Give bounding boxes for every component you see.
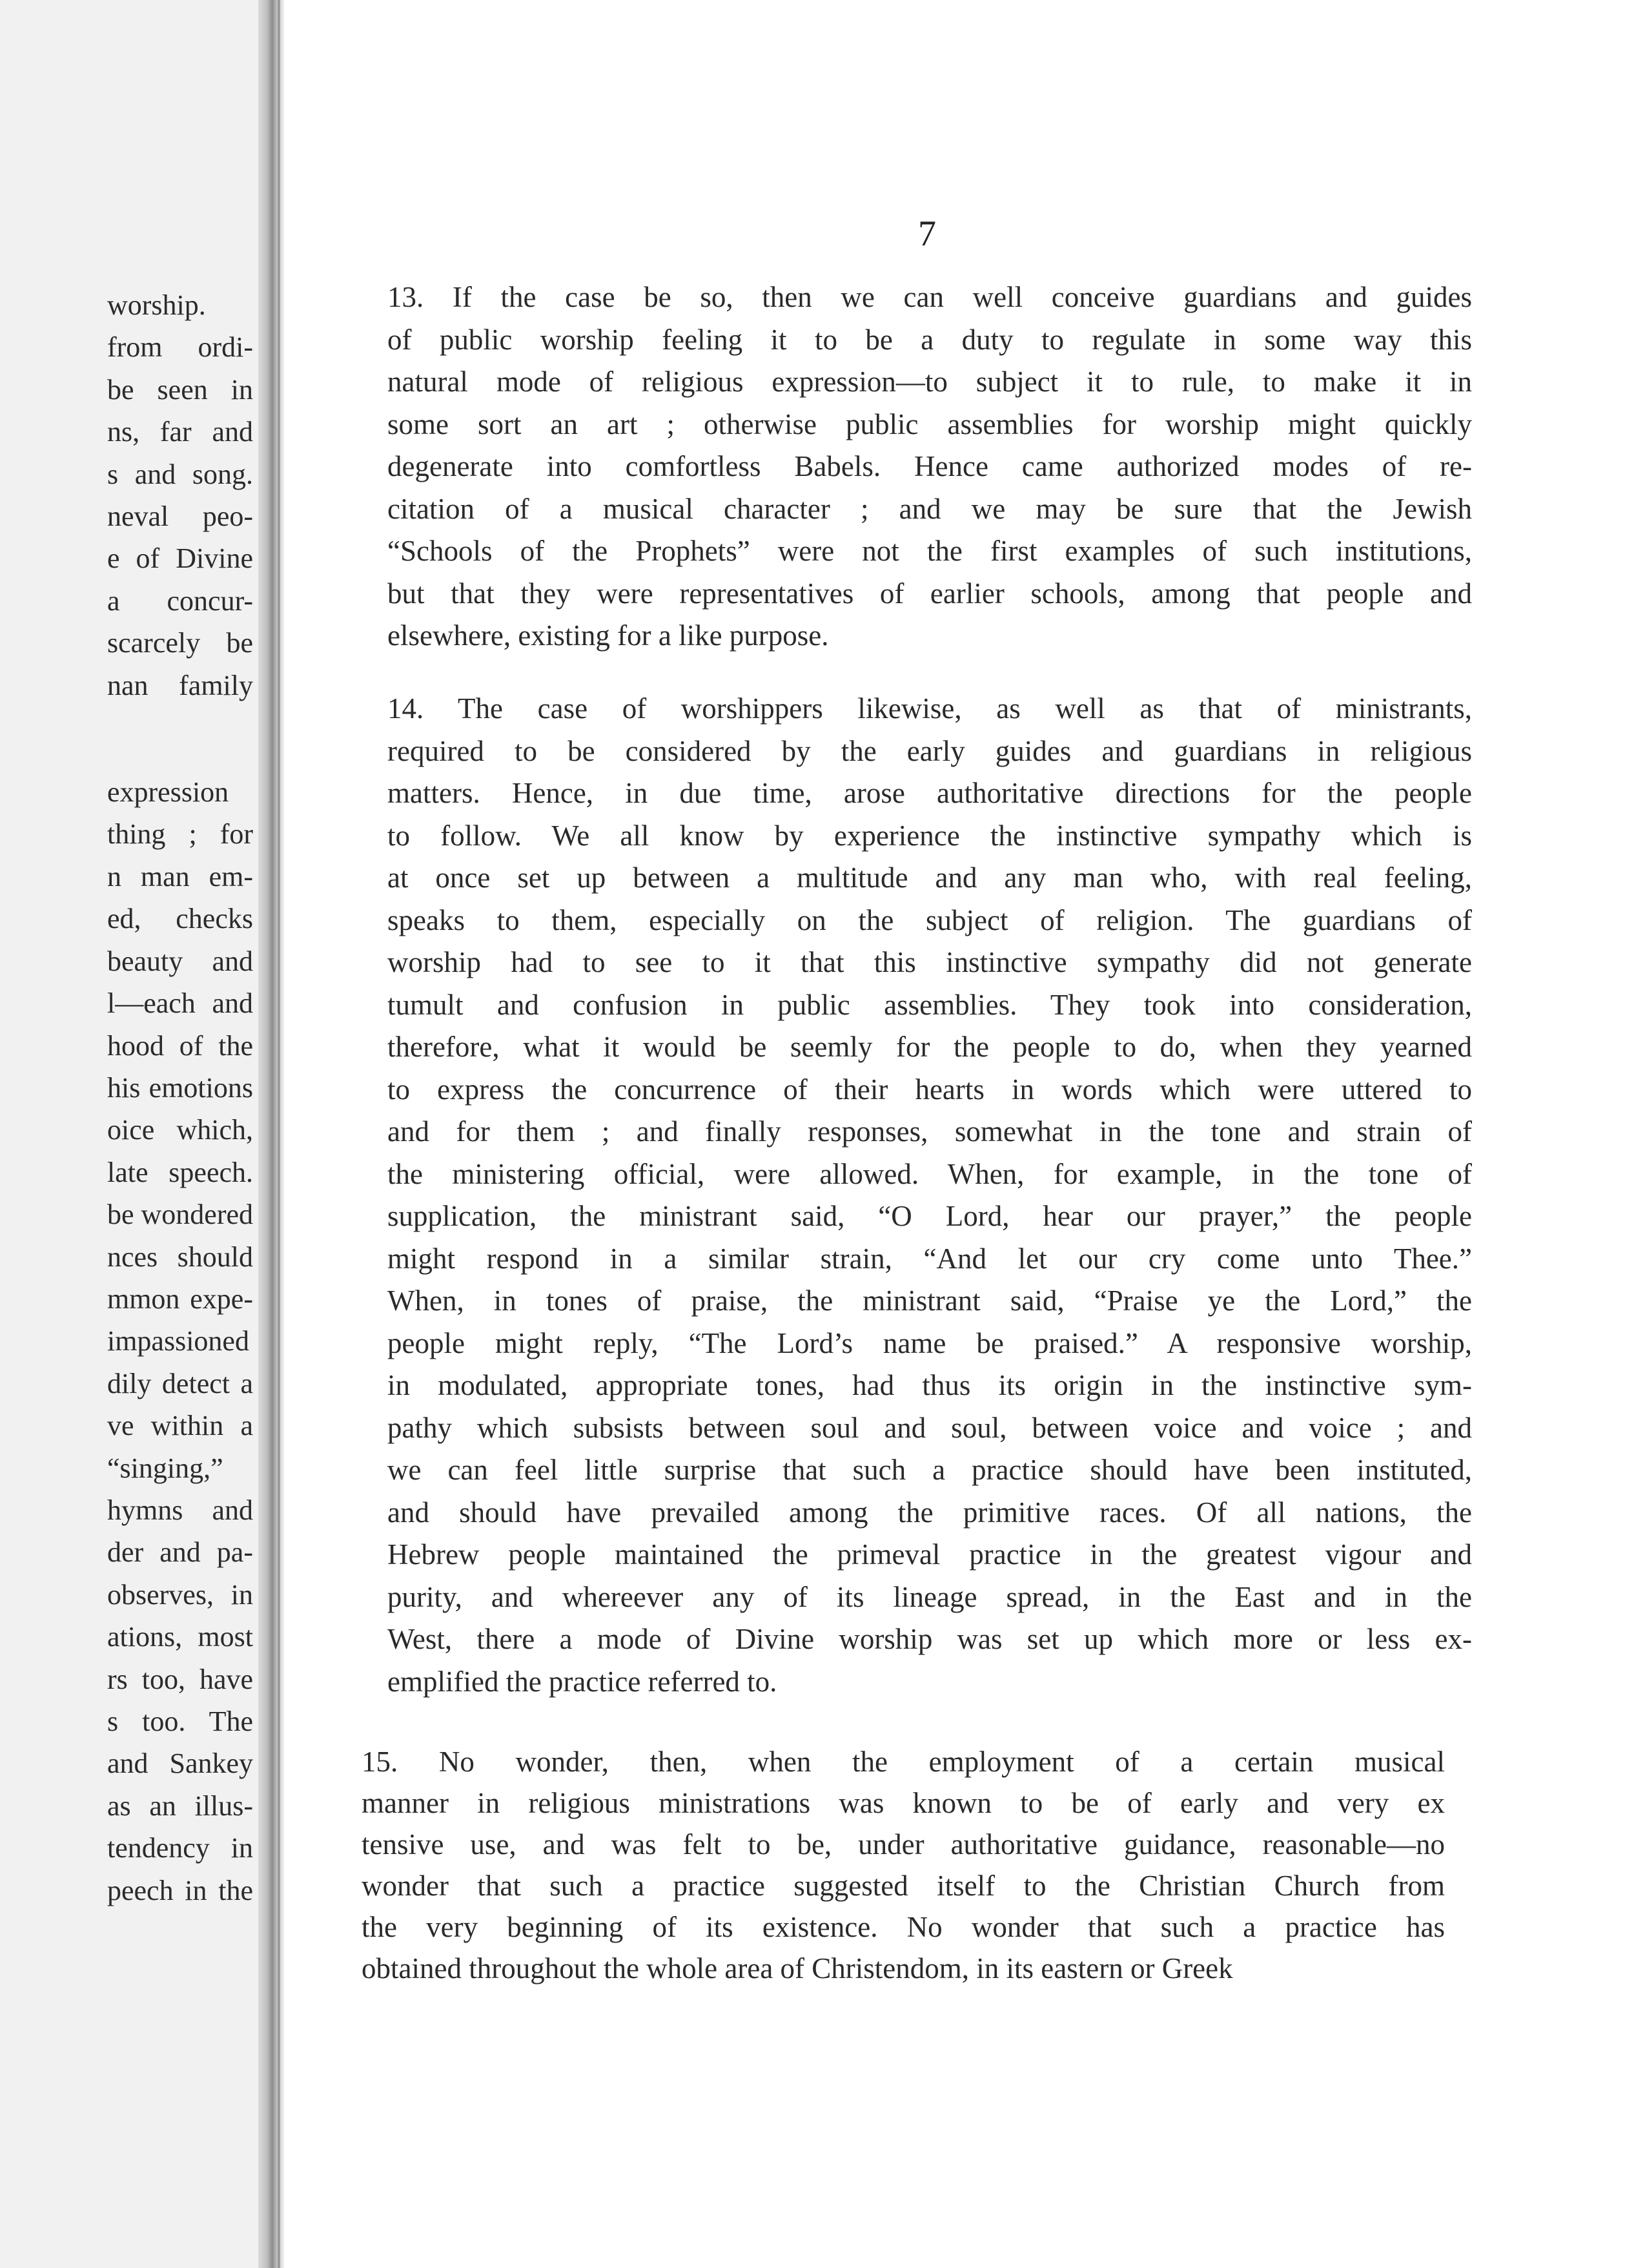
text-line: natural mode of religious expression—to subject it to rule, to make it in [387, 366, 1472, 398]
text-line: obtained throughout the whole area of Christendom, in its eastern or Greek [362, 1952, 1233, 1984]
text-line: we can feel little surprise that such a practice should have been instituted, [387, 1454, 1472, 1486]
left-page-line: s and song. [107, 458, 253, 490]
text-line: elsewhere, existing for a like purpose. [387, 619, 829, 652]
gutter-fold-line [278, 0, 280, 2268]
text-line: supplication, the ministrant said, “O Lord, hear our prayer,” the people [387, 1200, 1472, 1232]
page-number: 7 [918, 214, 936, 254]
text-line: in modulated, appropriate tones, had thus its origin in the instinctive sym- [387, 1369, 1472, 1401]
paragraph-14 [387, 688, 1472, 1703]
left-page-line: scarcely be [107, 627, 253, 659]
text-line: West, there a mode of Divine worship was set up which more or less ex- [387, 1623, 1472, 1655]
left-page-line: his emotions [107, 1071, 253, 1104]
left-page-line: ed, checks [107, 903, 253, 935]
text-line: but that they were representatives of earlier schools, among that people and [387, 577, 1472, 610]
left-page-line: l—each and [107, 987, 253, 1020]
left-page-line: expression [107, 776, 229, 809]
left-page-line: rs too, have [107, 1663, 253, 1695]
left-page-line: tendency in [107, 1832, 253, 1864]
left-page-line: late speech. [107, 1156, 253, 1188]
book-gutter [258, 0, 284, 2268]
left-page-fragment [0, 0, 270, 2268]
text-line: degenerate into comfortless Babels. Hence came authorized modes of re- [387, 450, 1472, 482]
text-line: tensive use, and was felt to be, under authoritative guidance, reasonable—no [362, 1828, 1445, 1861]
text-line: pathy which subsists between soul and soul, between voice and voice ; and [387, 1411, 1472, 1444]
left-page-line: “singing,” [107, 1452, 223, 1484]
left-page-line: a concur- [107, 584, 253, 617]
left-page-line: neval peo- [107, 500, 253, 533]
left-page-line: ations, most [107, 1621, 253, 1653]
text-line: people might reply, “The Lord’s name be praised.” A responsive worship, [387, 1326, 1472, 1359]
paragraph-15 [362, 1741, 1445, 1989]
left-page-line: peech in the [107, 1874, 253, 1906]
left-page-line: e of Divine [107, 542, 253, 575]
text-line: and should have prevailed among the primitive races. Of all nations, the [387, 1496, 1472, 1529]
text-line: Hebrew people maintained the primeval practice in the greatest vigour and [387, 1538, 1472, 1571]
left-page-line: dily detect a [107, 1367, 253, 1399]
left-page-line: hood of the [107, 1029, 253, 1062]
left-page-line: s too. The [107, 1706, 253, 1737]
text-line: to express the concurrence of their hearts in words which were uttered to [387, 1073, 1472, 1106]
text-line: tumult and confusion in public assemblies. They took into consideration, [387, 988, 1472, 1021]
text-line: worship had to see to it that this instinctive sympathy did not generate [387, 946, 1472, 978]
text-line: manner in religious ministrations was known to be of early and very ex [362, 1787, 1445, 1819]
text-line: and for them ; and finally responses, somewhat in the tone and strain of [387, 1115, 1472, 1148]
left-page-line: thing ; for [107, 818, 253, 850]
left-page-line: ve within a [107, 1410, 253, 1442]
left-page-line: nces should [107, 1241, 253, 1273]
left-page-line: as an illus- [107, 1789, 253, 1822]
left-page-line: ns, far and [107, 416, 253, 448]
left-page-line: mmon expe- [107, 1283, 253, 1315]
left-page-line: oice which, [107, 1114, 253, 1146]
left-page-line: and Sankey [107, 1747, 253, 1780]
text-line: purity, and whereever any of its lineage spread, in the East and in the [387, 1580, 1472, 1613]
left-page-line: hymns and [107, 1494, 253, 1526]
text-line: therefore, what it would be seemly for the people to do, when they yearned [387, 1031, 1472, 1063]
left-page-line: observes, in [107, 1578, 253, 1611]
text-line: 13. If the case be so, then we can well conceive guardians and guides [387, 281, 1472, 313]
left-page-gap [107, 706, 253, 771]
left-page-line: nan family [107, 669, 253, 701]
left-page-text [107, 284, 253, 1912]
left-page-line: beauty and [107, 945, 253, 977]
text-line: emplified the practice referred to. [387, 1665, 777, 1698]
text-line: speaks to them, especially on the subject of religion. The guardians of [387, 903, 1472, 936]
text-line: wonder that such a practice suggested itself to the Christian Church from [362, 1870, 1445, 1902]
text-line: of public worship feeling it to be a duty to regulate in some way this [387, 323, 1472, 356]
left-page-line: n man em- [107, 860, 253, 892]
text-line: “Schools of the Prophets” were not the first examples of such institutions, [387, 535, 1472, 567]
text-line: might respond in a similar strain, “And let our cry come unto Thee.” [387, 1242, 1472, 1275]
text-line: required to be considered by the early guides and guardians in religious [387, 734, 1472, 767]
paragraph-13 [387, 276, 1472, 657]
text-line: at once set up between a multitude and any man who, with real feeling, [387, 861, 1472, 894]
text-line: the very beginning of its existence. No wonder that such a practice has [362, 1911, 1445, 1943]
text-line: some sort an art ; otherwise public assemblies for worship might quickly [387, 407, 1472, 440]
text-line: to follow. We all know by experience the instinctive sympathy which is [387, 819, 1472, 852]
left-page-line: be seen in [107, 373, 253, 406]
text-line: matters. Hence, in due time, arose authoritative directions for the people [387, 777, 1472, 809]
text-line: the ministering official, were allowed. When, for example, in the tone of [387, 1157, 1472, 1190]
text-line: 15. No wonder, then, when the employment of a certain musical [362, 1746, 1445, 1778]
left-page-line: impassioned [107, 1325, 249, 1357]
text-line: citation of a musical character ; and we may be sure that the Jewish [387, 492, 1472, 525]
left-page-line: be wondered [107, 1199, 253, 1231]
text-line: When, in tones of praise, the ministrant said, “Praise ye the Lord,” the [387, 1284, 1472, 1317]
left-page-line: worship. [107, 289, 206, 321]
left-page-line: from ordi- [107, 331, 253, 364]
text-line: 14. The case of worshippers likewise, as well as that of ministrants, [387, 692, 1472, 725]
left-page-line: der and pa- [107, 1536, 253, 1569]
